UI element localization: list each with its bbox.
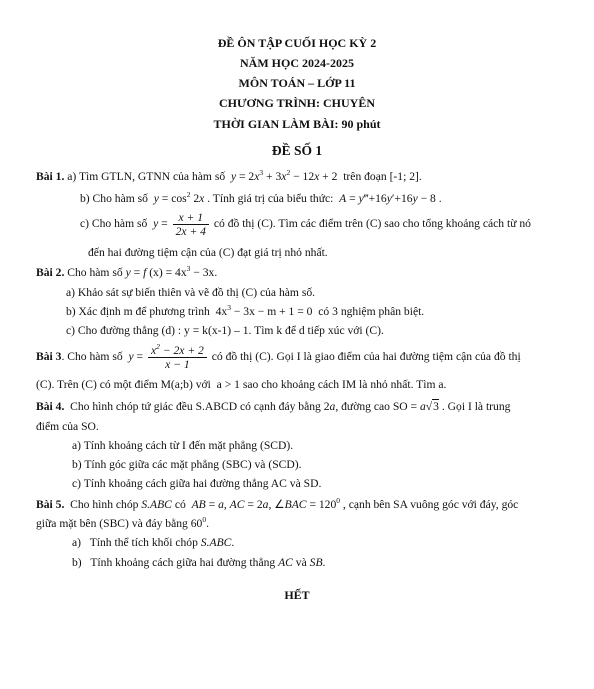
problem-4-line-2: điểm của SO. bbox=[36, 420, 99, 433]
header-line-2: NĂM HỌC 2024-2025 bbox=[240, 56, 354, 70]
problem-5-line-2: giữa mặt bên (SBC) và đáy bằng $60^0$. bbox=[36, 515, 209, 530]
problem-2-line-a: a) Khảo sát sự biến thiên và vẽ đồ thị (C) của hàm số. bbox=[66, 286, 316, 299]
problem-5-label: Bài 5. bbox=[36, 498, 65, 511]
problem-2-line-c: c) Cho đường thẳng (d) : y = k(x-1) – 1. Tìm k để d tiếp xúc với (C). bbox=[66, 324, 384, 337]
problem-5-line-1: Bài 5. Cho hình chóp S.ABC có AB = a, AC = 2a, ∠BAC = $120^0$ , cạnh bên SA vuông góc với đáy, góc bbox=[36, 496, 519, 511]
problem-1-line-a: Bài 1. a) Tìm GTLN, GTNN của hàm số $y = 2x^3 + 3x^2 - 12x + 2$ trên đoạn [-1; 2]. bbox=[36, 168, 422, 183]
problem-4-line-a: a) Tính khoảng cách từ I đến mặt phẳng (SCD). bbox=[72, 439, 294, 452]
problem-2-label: Bài 2. bbox=[36, 266, 65, 279]
header-line-1: ĐỀ ÔN TẬP CUỐI HỌC KỲ 2 bbox=[217, 36, 377, 50]
header-line-4: CHƯƠNG TRÌNH: CHUYÊN bbox=[218, 96, 375, 110]
problem-3-line-1: Bài 3. Cho hàm số y = $\frac{x^2 - 2x + 2}{x - 1}$ có đồ thị (C). Gọi I là giao điểm của hai đường tiệm cận của đồ thị bbox=[36, 342, 521, 371]
end-marker: HẾT bbox=[284, 588, 310, 602]
header-line-3: MÔN TOÁN – LỚP 11 bbox=[238, 76, 356, 90]
problem-2-line-b: b) Xác định m để phương trình $4x^3 - 3x - m + 1 = 0$ có 3 nghiệm phân biệt. bbox=[66, 303, 425, 318]
problem-3-line-2: (C). Trên (C) có một điểm M(a;b) với a > 1 sao cho khoảng cách IM là nhỏ nhất. Tìm a. bbox=[36, 378, 447, 391]
problem-5-line-a: a) Tính thể tích khối chóp S.ABC. bbox=[72, 536, 235, 549]
exam-title: ĐỀ SỐ 1 bbox=[271, 143, 323, 158]
problem-1-line-b: b) Cho hàm số $y = \cos^2 2x$ . Tính giá trị của biểu thức: A = y‴+16y′+16y − 8 . bbox=[80, 190, 442, 205]
problem-4-line-b: b) Tính góc giữa các mặt phẳng (SBC) và (SCD). bbox=[72, 458, 302, 471]
problem-2-intro: Bài 2. Cho hàm số y = f $(x) = 4x^3 - 3x$. bbox=[36, 264, 218, 279]
problem-4-line-1: Bài 4. Cho hình chóp tứ giác đều S.ABCD có cạnh đáy bằng 2a, đường cao SO = a√3 . Gọi I là trung bbox=[36, 400, 511, 413]
problem-1-line-c2: đến hai đường tiệm cận của (C) đạt giá trị nhỏ nhất. bbox=[88, 246, 328, 259]
problem-1-line-c: c) Cho hàm số y = $\frac{x + 1}{2x + 4}$ có đồ thị (C). Tìm các điểm trên (C) sao cho tổng khoảng cách từ nó bbox=[80, 211, 531, 238]
problem-4-line-c: c) Tính khoảng cách giữa hai đường thẳng AC và SD. bbox=[72, 477, 322, 490]
problem-5-line-b: b) Tính khoảng cách giữa hai đường thẳng AC và SB. bbox=[72, 556, 326, 569]
header-line-5: THỜI GIAN LÀM BÀI: 90 phút bbox=[213, 117, 381, 131]
problem-1-label: Bài 1. bbox=[36, 170, 65, 183]
problem-4-label: Bài 4. bbox=[36, 400, 65, 413]
problem-3-label: Bài 3 bbox=[36, 350, 62, 364]
